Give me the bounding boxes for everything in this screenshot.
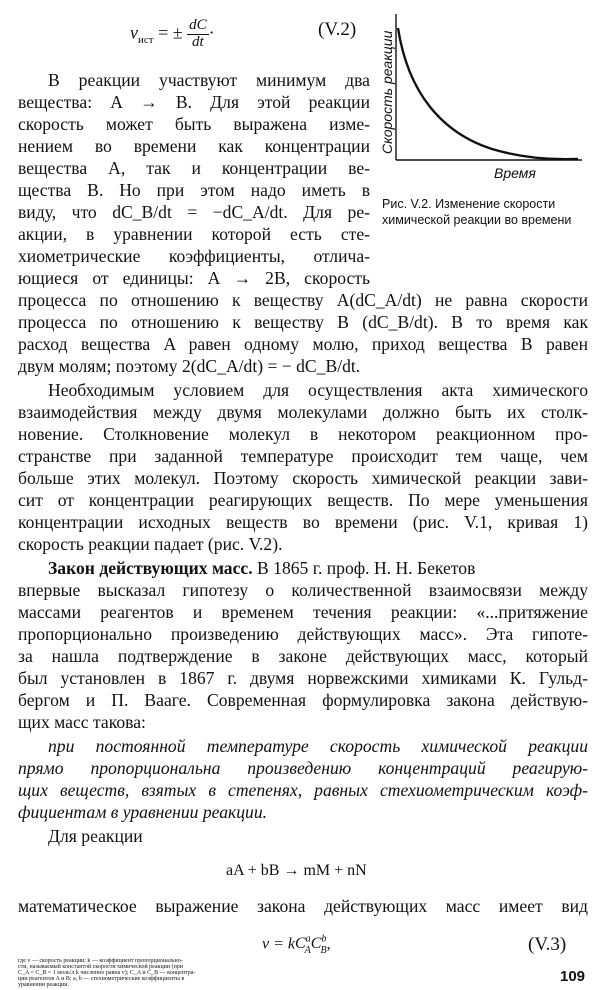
- equation-v3-number: (V.3): [528, 934, 567, 955]
- p1-line-8: акции, в уравнении которой есть сте-: [18, 224, 370, 244]
- p3-line-7: бергом и П. Вааге. Современная формулировка закона действую-: [18, 690, 588, 710]
- eq-v3-ca: $C^a_AC^b_B$: [295, 934, 327, 956]
- equation-v2: [130, 18, 215, 51]
- figure-y-label: Скорость реакции: [379, 30, 395, 154]
- p2-line-1: Необходимым условием для осуществления акта химического: [48, 380, 588, 400]
- p1-line-6: щества B. Но при этом надо иметь в: [18, 180, 370, 200]
- p1-line-4: нением во времени как концентрации: [18, 136, 370, 156]
- p2-line-7: концентрации исходных веществ во времени (рис. V.1, кривая 1): [18, 512, 588, 532]
- figure-x-label: Время: [494, 165, 536, 181]
- eq-v2-numerator: dC: [189, 17, 207, 33]
- equation-v2-number: (V.2): [318, 19, 357, 40]
- p2-line-2: взаимодействия между двумя молекулами должно быть их столк-: [18, 402, 588, 422]
- p4-line: сти, называемый константой скорости химической реакции (при: [18, 964, 184, 970]
- eq-v2-denominator: dt: [192, 33, 204, 50]
- figure-caption: [382, 196, 594, 228]
- p3-line-1: [48, 558, 588, 580]
- p4-line: где v — скорость реакции; k — коэффициент пропорционально-: [18, 958, 183, 964]
- eq-v2-lhs-sub: ист: [138, 33, 154, 46]
- eq-v2-lhs: v: [130, 22, 138, 43]
- p3-line-3: массами реагентов и временем течения реакции: «...притяжение: [18, 602, 588, 622]
- figure-caption-line-1: Рис. V.2. Изменение скорости: [382, 197, 556, 211]
- equation-v3: $v = kC^a_AC^b_B$,: [262, 934, 331, 956]
- figure-v2-chart: [372, 8, 594, 186]
- law-heading: Закон действующих масс.: [48, 558, 253, 578]
- figure-caption-line-2: химической реакции во времени: [382, 213, 572, 227]
- p3-line-4: пропорционально произведению действующих масс». Эта гипоте-: [18, 624, 588, 644]
- p2-line-6: сит от концентрации реагирующих веществ. По мере уменьшения: [18, 490, 588, 510]
- eq-v2-tail: ·: [208, 22, 215, 43]
- p1-line-3: скорость может быть выражена изме-: [18, 114, 370, 134]
- p3-line-8: щих масс такова:: [18, 712, 146, 732]
- law-line-3: щих веществ, взятых в степенях, равных стехиометрическим коэф-: [18, 780, 588, 800]
- p1-line-1: В реакции участвуют минимум два: [48, 70, 370, 90]
- law-line-4: фициентам в уравнении реакции.: [18, 802, 268, 822]
- p3-line-6: был установлен в 1867 г. двумя норвежскими химиками К. Гульд-: [18, 668, 588, 688]
- p4-line: уравнении реакции.: [18, 982, 69, 988]
- p2-line-5: больше этих молекул. Поэтому скорость химической реакции зави-: [18, 468, 588, 488]
- figure-rate-curve: [398, 28, 578, 159]
- paragraph-4-block: [18, 958, 548, 988]
- p4-line: C_A = C_B = 1 моль/л k численно равна v); C_A и C_B — концентра-: [18, 970, 196, 976]
- p1-line-14: двум молям; поэтому 2(dC_A/dt) = − dC_B/dt.: [18, 356, 361, 376]
- eq-v2-rel: = ±: [158, 22, 183, 43]
- math-expression-intro: математическое выражение закона действующих масс имеет вид: [18, 896, 588, 916]
- p2-line-8: скорость реакции падает (рис. V.2).: [18, 534, 283, 554]
- p1-line-7: виду, что dC_B/dt = −dC_A/dt. Для ре-: [18, 202, 370, 222]
- p2-line-3: новение. Столкновение молекул в некотором реакционном про-: [18, 424, 588, 444]
- p1-line-13: расход вещества A равен одному молю, приход вещества B равен: [18, 334, 588, 354]
- law-line-1: при постоянной температуре скорость химической реакции: [48, 736, 588, 756]
- for-reaction-text: Для реакции: [48, 826, 143, 846]
- p3-line-5: за нашла подтверждение в законе действующих масс, который: [18, 646, 588, 666]
- p1-line-5: вещества A, так и концентрации ве-: [18, 158, 370, 178]
- p1-line-2: вещества: A → B. Для этой реакции: [18, 92, 370, 112]
- p3-line-1-rest: В 1865 г. проф. Н. Н. Бекетов: [252, 558, 476, 578]
- eq-v2-fraction: [187, 18, 209, 51]
- eq-v3-lhs: v = k: [262, 935, 295, 953]
- p1-line-11: процесса по отношению к веществу A(dC_A/dt) не равна скорости: [18, 290, 588, 310]
- page-number: 109: [560, 968, 586, 985]
- p1-line-9: хиометрические коэффициенты, отлича-: [18, 246, 370, 266]
- p4-line: ции реагентов A и B; a, b — стехиометрические коэффициенты в: [18, 976, 185, 982]
- p1-line-12: процесса по отношению к веществу B (dC_B/dt). В то время как: [18, 312, 588, 332]
- reaction-equation: aA + bB → mM + nN: [226, 862, 367, 879]
- p2-line-4: странстве при заданной температуре происходит тем чаще, чем: [18, 446, 588, 466]
- p3-line-2: впервые высказал гипотезу о количественной взаимосвязи между: [18, 580, 588, 600]
- law-line-2: прямо пропорциональна произведению концентраций реагирую-: [18, 758, 588, 778]
- p1-line-10: ющиеся от единицы: A → 2B, скорость: [18, 268, 370, 288]
